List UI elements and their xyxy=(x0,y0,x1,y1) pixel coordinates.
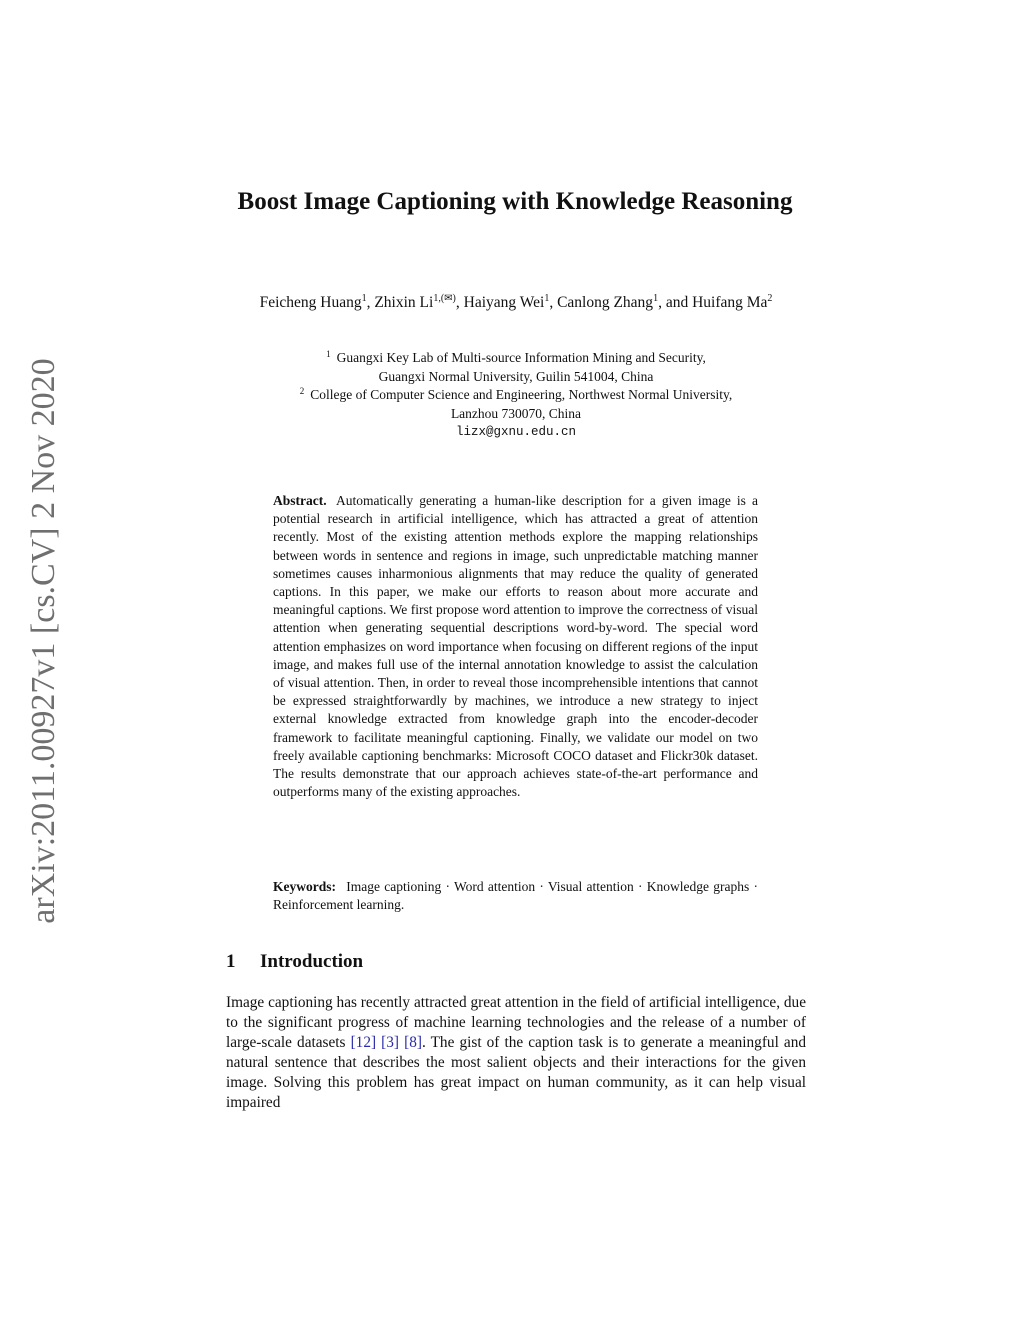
author-affiliation-mark: 1,(✉) xyxy=(433,292,456,304)
author-name: Canlong Zhang xyxy=(557,294,654,311)
author-affiliation-mark: 1 xyxy=(361,292,367,304)
affiliation-mark: 1 xyxy=(326,348,331,359)
abstract xyxy=(273,492,758,801)
contact-email[interactable]: lizx@gxnu.edu.cn xyxy=(455,425,577,439)
affiliations xyxy=(226,349,806,442)
affiliation-2 xyxy=(226,386,806,405)
arxiv-identifier-stamp xyxy=(24,352,64,930)
author-name: Huifang Ma xyxy=(692,294,768,311)
author-name: Feicheng Huang xyxy=(259,294,362,311)
citation-link[interactable]: [8] xyxy=(404,1034,422,1051)
abstract-text: Automatically generating a human-like description for a given image is a potential research in artificial intelligence, which has attracted a great of attention recently. Most of the existing attention methods explore the mapping relationships between words in sentence and regions in image, such unpredictable matching manner sometimes causes inharmonious alignments that may reduce the quality of generated captions. In this paper, we make our efforts to reason about more accurate and meaningful captions. We first propose word attention to improve the correctness of visual attention when generating sequential descriptions word-by-word. The special word attention emphasizes on word importance when focusing on different regions of the input image, and makes full use of the internal annotation knowledge to assist the calculation of visual attention. Then, in order to reveal those incomprehensible intentions that cannot be expressed straightforwardly by machines, we introduce a new strategy to inject external knowledge extracted from knowledge graph into the encoder-decoder framework to facilitate meaningful captioning. Finally, we validate our model on two freely available captioning benchmarks: Microsoft COCO dataset and Flickr30k dataset. The results demonstrate that our approach achieves state-of-the-art performance and outperforms many of the existing approaches. xyxy=(273,493,758,800)
author-affiliation-mark: 2 xyxy=(767,292,773,304)
keywords xyxy=(273,878,758,914)
section-heading-introduction xyxy=(226,950,806,974)
affiliation-1-line-2: Guangxi Normal University, Guilin 541004, China xyxy=(378,368,654,384)
intro-text: . The gist of the caption task is to generate a meaningful and natural sentence that describes the most salient objects and their interactions for the given image. Solving this problem has great impact on human community, as it can help visual impaired xyxy=(226,1034,806,1111)
affiliation-mark: 2 xyxy=(299,385,305,396)
keywords-label: Keywords: xyxy=(273,879,336,894)
author-separator: , and xyxy=(658,294,693,311)
affiliation-1 xyxy=(226,349,806,368)
intro-text: Image captioning has recently attracted great attention in the field of artificial intelligence, due to the significant progress of machine learning technologies and the release of a number of large-scale datasets xyxy=(226,994,806,1051)
affiliation-line: Guangxi Key Lab of Multi-source Information Mining and Security, xyxy=(336,350,706,365)
author-affiliation-mark: 1 xyxy=(653,292,659,304)
citation-link[interactable]: [3] xyxy=(381,1034,400,1051)
author-name: Zhixin Li xyxy=(374,294,434,311)
author-separator: , xyxy=(455,294,464,311)
author-name: Haiyang Wei xyxy=(463,294,545,311)
affiliation-2-line-2: Lanzhou 730070, China xyxy=(450,405,582,421)
author-list xyxy=(226,293,806,313)
arxiv-identifier-text: arXiv:2011.00927v1 [cs.CV] 2 Nov 2020 xyxy=(25,358,62,924)
section-title: Introduction xyxy=(260,951,364,972)
affiliation-line: College of Computer Science and Engineering, Northwest Normal University, xyxy=(310,387,733,402)
keywords-text: Image captioning · Word attention · Visual attention · Knowledge graphs · Reinforcement learning. xyxy=(273,879,758,913)
author-separator: , xyxy=(549,294,558,311)
abstract-label: Abstract. xyxy=(273,493,327,508)
introduction-paragraph xyxy=(226,993,806,1113)
author-separator: , xyxy=(366,294,375,311)
author-affiliation-mark: 1 xyxy=(544,292,550,304)
citation-link[interactable]: [12] xyxy=(350,1034,377,1051)
paper-title: Boost Image Captioning with Knowledge Reasoning xyxy=(237,188,793,215)
section-number: 1 xyxy=(226,951,236,972)
